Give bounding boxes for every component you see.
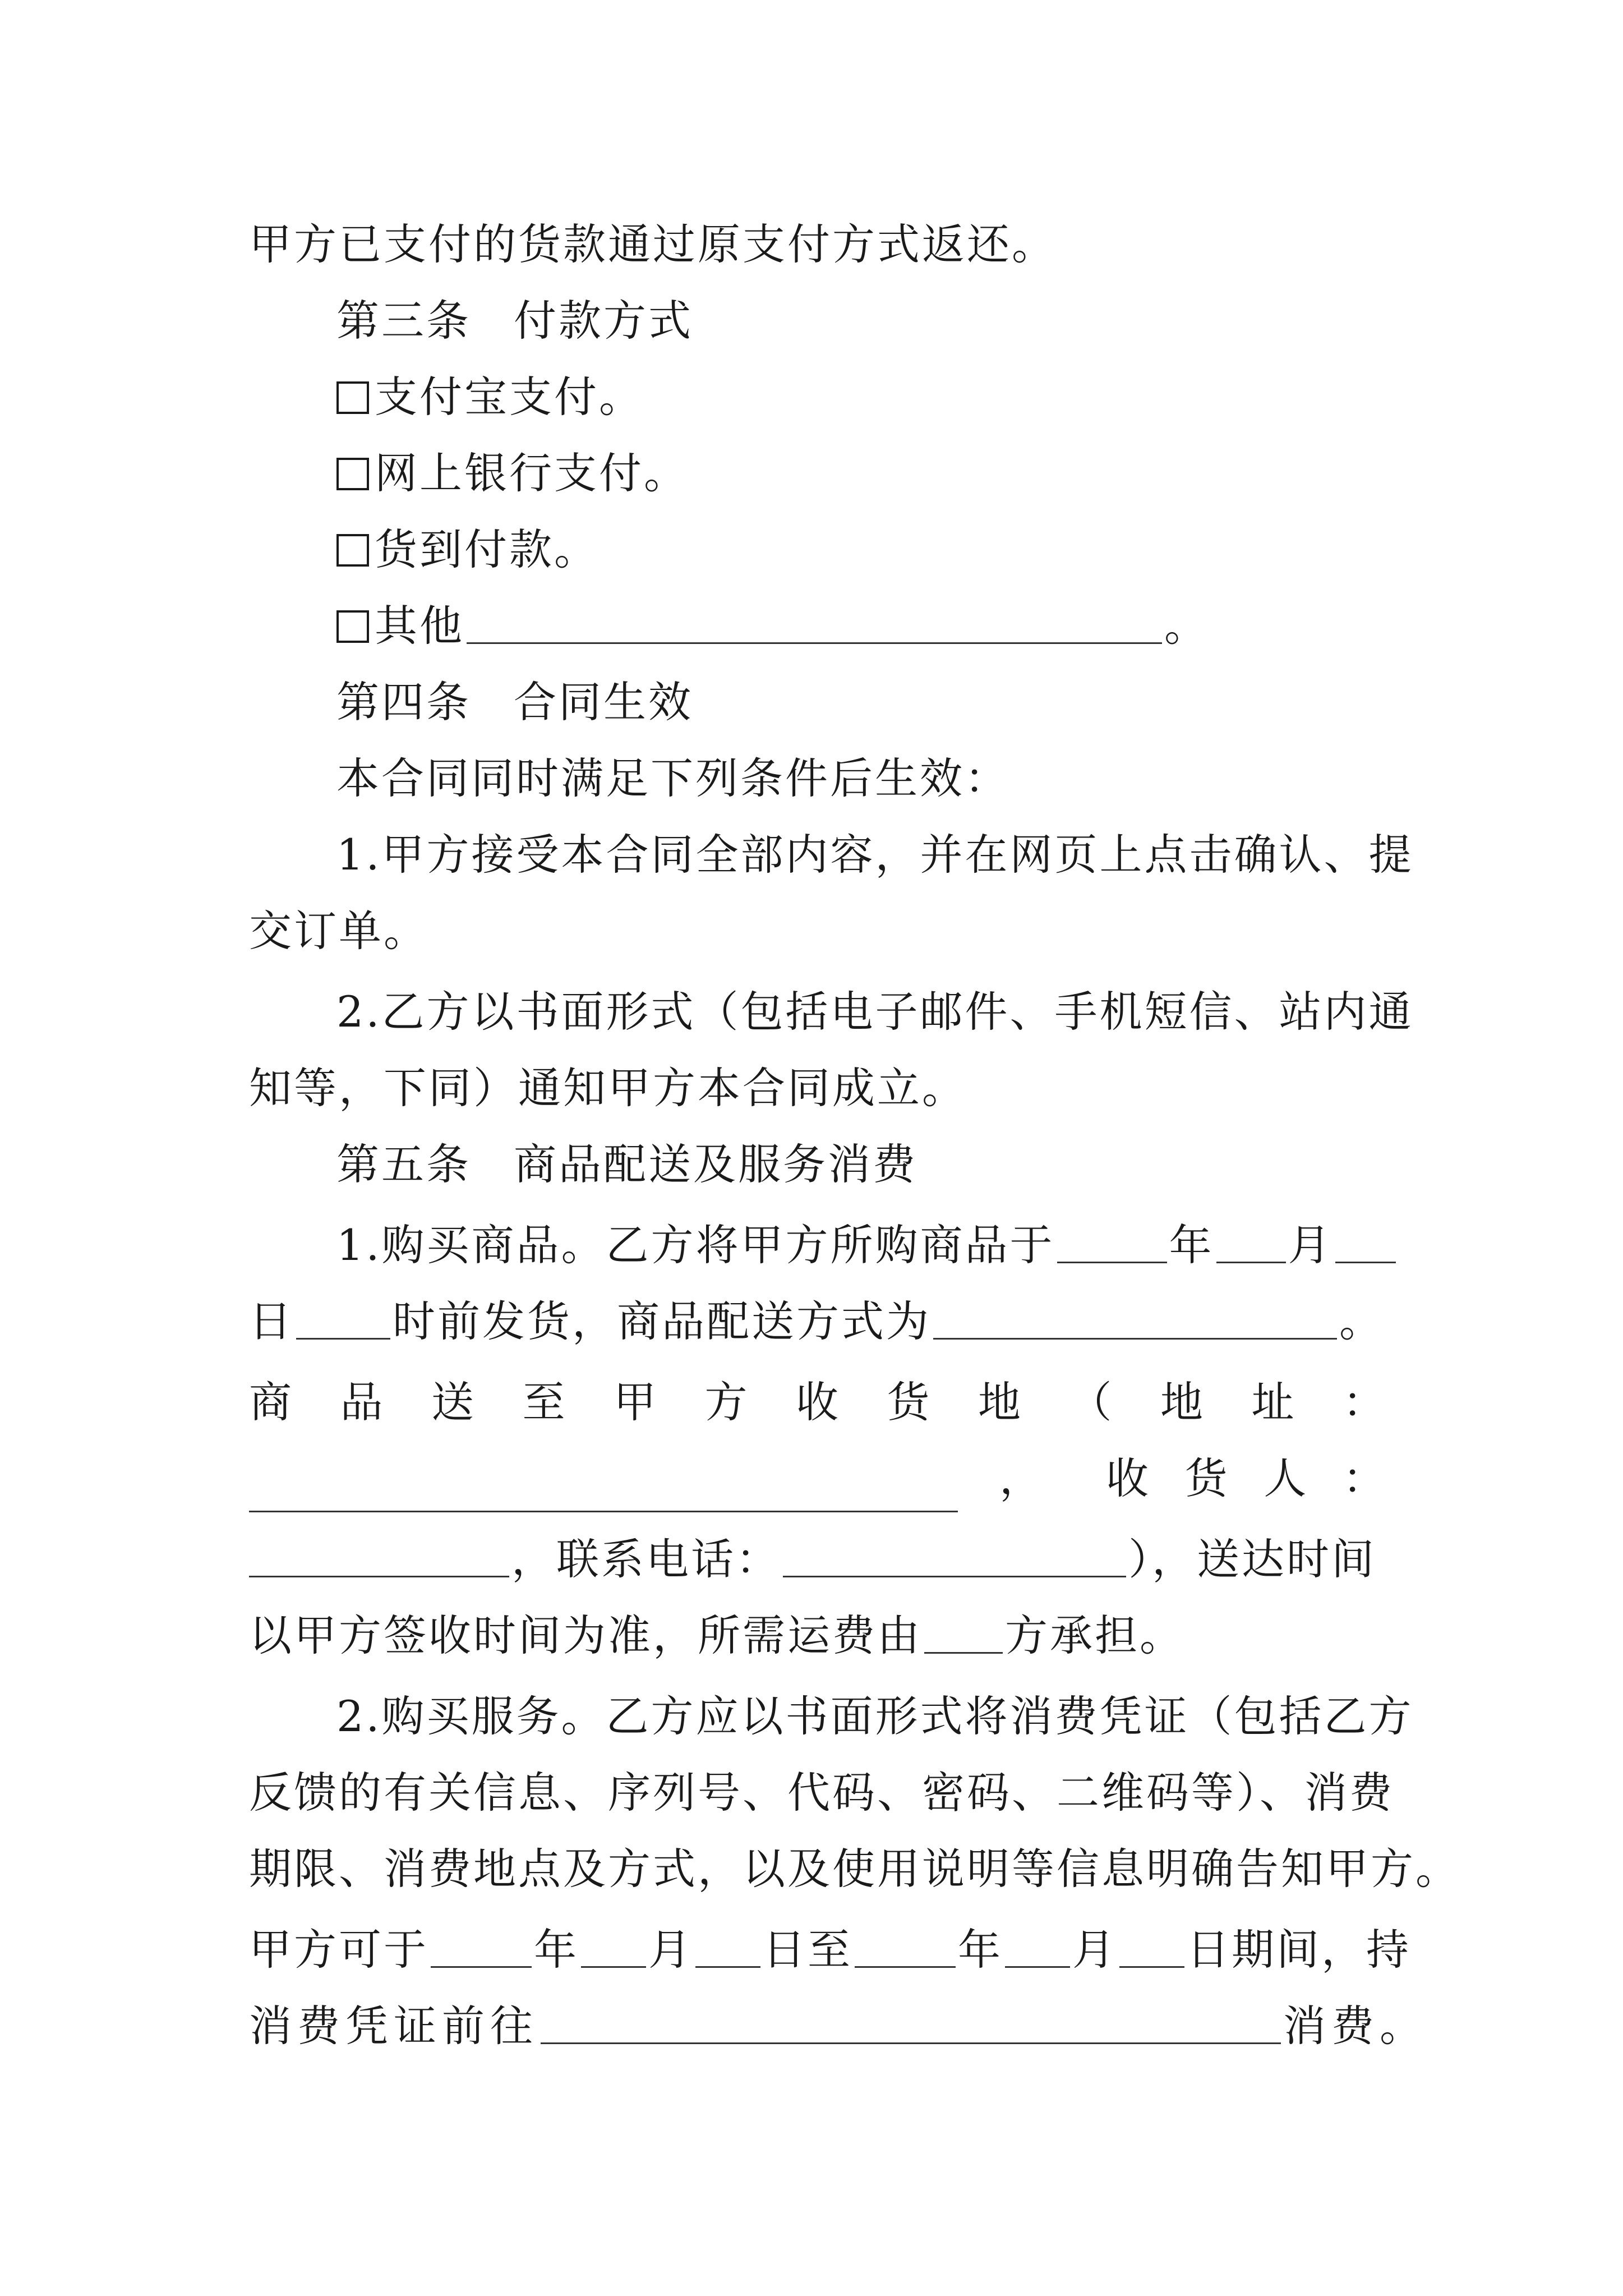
paragraph-text: 甲方可于 [249, 1925, 428, 1975]
paragraph-text: 甲方已支付的货款通过原支付方式返还。 [249, 219, 1057, 269]
paragraph-text: 2.乙方以书面形式（包括电子邮件、手机短信、站内通 [336, 987, 1414, 1037]
fill-blank-hour[interactable] [296, 1290, 390, 1340]
spread-char: 货 [1184, 1453, 1230, 1503]
paragraph-text: ，联系电话： [511, 1534, 781, 1584]
article-title: 商品配送及服务消费 [514, 1139, 917, 1189]
article-4-heading [336, 669, 693, 736]
text-line [249, 1835, 1460, 1903]
spread-char: 地 [1160, 1377, 1205, 1427]
unit-label: 月 [1288, 1220, 1333, 1270]
spread-line [249, 1369, 1387, 1436]
article-title: 合同生效 [514, 677, 693, 727]
spread-char: ： [1343, 1377, 1387, 1427]
paragraph-text: 日期间，持 [1187, 1925, 1411, 1975]
article-title: 付款方式 [514, 296, 693, 346]
checkbox-icon[interactable] [336, 458, 369, 490]
text-line [249, 1288, 1384, 1355]
checkbox-icon[interactable] [336, 381, 369, 414]
text-line [336, 745, 1009, 812]
punctuation: 。 [1164, 601, 1209, 651]
text-line [336, 978, 1414, 1046]
fill-blank-location[interactable] [541, 1994, 1281, 2044]
fill-blank-address[interactable] [249, 1462, 958, 1512]
paragraph-text: 2.购买服务。乙方应以书面形式将消费凭证（包括乙方 [336, 1691, 1414, 1741]
fill-blank-delivery-method[interactable] [933, 1290, 1337, 1340]
article-3-heading [336, 287, 693, 355]
fill-blank-party[interactable] [924, 1604, 1003, 1654]
unit-label: 日 [249, 1296, 294, 1346]
checkbox-icon[interactable] [336, 610, 369, 643]
consignee-row [249, 1445, 1387, 1512]
fill-blank-consignee[interactable] [249, 1527, 509, 1577]
fill-blank[interactable] [467, 594, 1162, 644]
text-line [249, 1916, 1411, 1984]
option-label: 网上银行支付。 [375, 448, 689, 498]
spread-char: 地 [978, 1377, 1023, 1427]
fill-blank-day[interactable] [1335, 1213, 1396, 1263]
spread-char: 货 [887, 1377, 932, 1427]
paragraph-text: 消费。 [1283, 2001, 1428, 2051]
text-line [249, 1445, 1387, 1512]
unit-label: 年 [534, 1925, 579, 1975]
punctuation: ， [999, 1453, 1044, 1503]
unit-label: 年 [1169, 1220, 1214, 1270]
unit-label: 月 [648, 1925, 693, 1975]
article-number: 第五条 [336, 1139, 471, 1189]
spread-char: 址 [1251, 1377, 1297, 1427]
paragraph-text: 时前发货，商品配送方式为 [393, 1296, 931, 1346]
fill-blank-year[interactable] [855, 1918, 956, 1968]
payment-option [336, 516, 599, 583]
text-line [249, 1526, 1376, 1593]
unit-label: 日至 [763, 1925, 852, 1975]
text-line [336, 1683, 1414, 1750]
article-number: 第三条 [336, 296, 471, 346]
unit-label: 年 [958, 1925, 1003, 1975]
payment-option [336, 440, 689, 507]
text-line [249, 1993, 1428, 2060]
paragraph-text: 期限、消费地点及方式，以及使用说明等信息明确告知甲方。 [249, 1844, 1460, 1894]
fill-blank-year[interactable] [431, 1918, 532, 1968]
spread-char: 至 [522, 1377, 568, 1427]
paragraph-text: 反馈的有关信息、序列号、代码、密码、二维码等）、消费 [249, 1768, 1394, 1818]
fill-blank-year[interactable] [1057, 1213, 1167, 1263]
spread-char: 品 [340, 1377, 385, 1427]
spread-char: ： [1342, 1453, 1387, 1503]
paragraph-text: 以甲方签收时间为准，所需运费由 [249, 1611, 922, 1660]
paragraph-text: 本合同同时满足下列条件后生效： [336, 753, 1009, 803]
spread-char: 商 [249, 1377, 294, 1427]
paragraph-text: 交订单。 [249, 906, 428, 956]
spread-char: 人 [1264, 1453, 1309, 1503]
fill-blank-phone[interactable] [783, 1527, 1126, 1577]
spread-char: （ [1069, 1377, 1114, 1427]
text-line [249, 211, 1057, 278]
option-label: 货到付款。 [375, 524, 599, 574]
text-line [336, 1212, 1398, 1279]
payment-option [336, 364, 644, 431]
spread-char: 收 [796, 1377, 841, 1427]
paragraph-text: 方承担。 [1005, 1611, 1184, 1660]
paragraph-text: 消费凭证前往 [249, 2001, 538, 2051]
paragraph-text: 1.购买商品。乙方将甲方所购商品于 [336, 1220, 1055, 1270]
spread-char: 甲 [614, 1377, 658, 1427]
paragraph-text: 知等，下同）通知甲方本合同成立。 [249, 1063, 967, 1113]
spread-char: 收 [1106, 1453, 1151, 1503]
text-line [249, 1759, 1394, 1826]
option-label: 支付宝支付。 [375, 372, 644, 422]
unit-label: 月 [1072, 1925, 1117, 1975]
punctuation: 。 [1339, 1296, 1384, 1346]
fill-blank-day[interactable] [695, 1918, 760, 1968]
checkbox-icon[interactable] [336, 534, 369, 567]
fill-blank-month[interactable] [581, 1918, 646, 1968]
fill-blank-month[interactable] [1216, 1213, 1286, 1263]
text-line [249, 898, 428, 965]
spread-text [249, 1369, 1387, 1436]
text-line [249, 1602, 1184, 1669]
article-number: 第四条 [336, 677, 471, 727]
spread-char: 送 [431, 1377, 476, 1427]
payment-option [336, 592, 1209, 660]
fill-blank-month[interactable] [1005, 1918, 1070, 1968]
option-label: 其他 [375, 601, 464, 651]
article-5-heading [336, 1131, 917, 1198]
paragraph-text: ），送达时间 [1128, 1534, 1376, 1584]
paragraph-text: 1.甲方接受本合同全部内容，并在网页上点击确认、提 [336, 830, 1414, 880]
spread-char: 方 [704, 1377, 750, 1427]
consignee-label [1106, 1445, 1387, 1512]
fill-blank-day[interactable] [1119, 1918, 1184, 1968]
text-line [336, 821, 1414, 889]
text-line [249, 1055, 967, 1122]
